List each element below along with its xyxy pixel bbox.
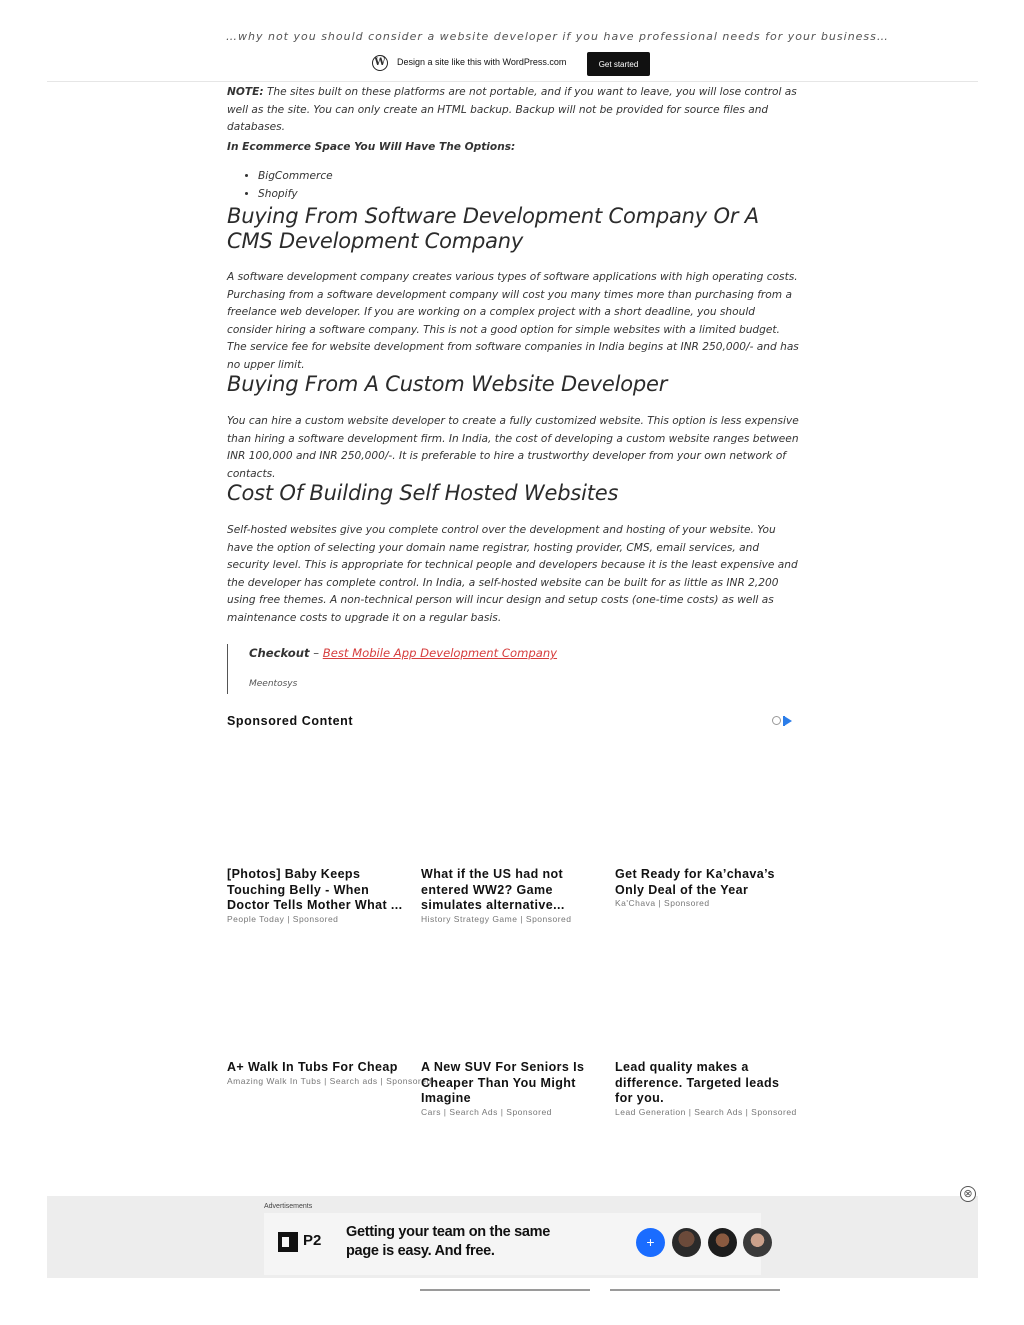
list-item: • BigCommerce bbox=[258, 167, 333, 185]
ecommerce-heading-text: In Ecommerce Space You Will Have The Options: bbox=[227, 141, 516, 153]
section-body-custom-developer bbox=[227, 413, 799, 483]
section-heading-self-hosted: Cost Of Building Self Hosted Websites bbox=[227, 481, 619, 505]
card-source: Cars | Search Ads | Sponsored bbox=[421, 1106, 552, 1117]
ecommerce-options-list bbox=[240, 167, 333, 203]
quote-cite: Meentosys bbox=[249, 679, 298, 689]
sponsored-card[interactable] bbox=[421, 867, 604, 924]
advertisements-label: Advertisements bbox=[264, 1203, 313, 1210]
card-source: Ka'Chava | Sponsored bbox=[615, 898, 710, 908]
ecommerce-heading bbox=[227, 135, 799, 154]
best-mobile-app-link[interactable]: Best Mobile App Development Company bbox=[322, 646, 558, 660]
card-title[interactable]: Lead quality makes a difference. Targeted leads for you. bbox=[615, 1060, 780, 1105]
section-body-text: You can hire a custom website developer to create a fully customized website. This option is less expensive than hiring a software development firm. In India, the cost of developing a custom website ranges between INR 100,000 and INR 250,000/-. It is preferable to hire a trustworthy developer from your own network of contacts. bbox=[227, 415, 799, 480]
clipped-text-line: …why not you should consider a website developer if you have professional needs for your business… bbox=[226, 30, 889, 43]
card-title[interactable]: A+ Walk In Tubs For Cheap bbox=[227, 1060, 398, 1074]
section-body-self-hosted bbox=[227, 522, 799, 628]
section-body-software-company bbox=[227, 269, 799, 375]
card-title[interactable]: [Photos] Baby Keeps Touching Belly - When Doctor Tells Mother What ... bbox=[227, 867, 403, 912]
sponsored-card[interactable] bbox=[227, 1060, 432, 1086]
section-body-text: Self-hosted websites give you complete control over the development and hosting of your website. You have the option of selecting your domain name registrar, hosting provider, CMS, email services, and security level. This is appropriate for technical people and developers because it is the least expensive and the developer has complete control. In India, a self-hosted website can be built for as little as INR 2,200 using free themes. A non-technical person will incur design and setup costs (one-time costs) as well as maintenance costs to upgrade it on a regular basis. bbox=[227, 524, 798, 624]
card-title[interactable]: What if the US had not entered WW2? Game simulates alternative... bbox=[421, 867, 565, 912]
wordpress-banner-text[interactable]: Design a site like this with WordPress.com bbox=[397, 57, 567, 67]
card-title[interactable]: Get Ready for Ka’chava’s Only Deal of the Year bbox=[615, 867, 775, 897]
sponsored-card[interactable] bbox=[615, 867, 798, 908]
clipped-card-titles bbox=[420, 1276, 800, 1280]
avatar bbox=[708, 1228, 737, 1257]
card-title[interactable]: A New SUV For Seniors Is Cheaper Than You Might Imagine bbox=[421, 1060, 585, 1105]
card-source: Lead Generation | Search Ads | Sponsored bbox=[615, 1106, 797, 1117]
p2-advertisement[interactable] bbox=[264, 1213, 761, 1275]
list-item: • Shopify bbox=[258, 185, 333, 203]
card-source: People Today | Sponsored bbox=[227, 913, 339, 924]
plus-icon[interactable]: + bbox=[636, 1228, 665, 1257]
checkout-label: Checkout bbox=[249, 646, 310, 660]
wordpress-logo-icon[interactable]: W bbox=[372, 55, 388, 71]
ad-copy: Getting your team on the same page is easy. And free. bbox=[346, 1224, 551, 1259]
checkout-line bbox=[249, 646, 557, 660]
card-source: History Strategy Game | Sponsored bbox=[421, 913, 572, 924]
section-body-text: A software development company creates various types of software applications with high operating costs. Purchasing from a software development company will cost you many times more than purchasing from a freelance web developer. If you are working on a complex project with a short deadline, you should consider hiring a software company. This is not a good option for simple websites with a limited budget. The service fee for website development from software companies in India begins at INR 250,000/- and has no upper limit. bbox=[227, 271, 799, 371]
section-heading-custom-developer: Buying From A Custom Website Developer bbox=[227, 372, 668, 396]
note-paragraph bbox=[227, 84, 799, 137]
p2-brand: P2 bbox=[303, 1232, 322, 1249]
note-label: NOTE: bbox=[227, 86, 264, 98]
card-source: Amazing Walk In Tubs | Search ads | Sponsored bbox=[227, 1075, 432, 1086]
avatar bbox=[672, 1228, 701, 1257]
sponsored-card[interactable] bbox=[615, 1060, 798, 1117]
checkout-dash: – bbox=[309, 646, 323, 660]
sponsored-card[interactable] bbox=[227, 867, 410, 924]
adchoices-icon[interactable] bbox=[772, 715, 798, 727]
checkout-blockquote bbox=[227, 644, 798, 694]
p2-logo-icon bbox=[278, 1232, 298, 1252]
sponsored-content-heading: Sponsored Content bbox=[227, 714, 354, 728]
note-text: The sites built on these platforms are not portable, and if you want to leave, you will lose control as well as the site. You can only create an HTML backup. Backup will not be provided for source files and databases. bbox=[227, 86, 797, 134]
section-heading-software-company: Buying From Software Development Company Or A CMS Development Company bbox=[227, 204, 759, 253]
close-icon[interactable]: ⊗ bbox=[960, 1186, 976, 1202]
avatar bbox=[743, 1228, 772, 1257]
get-started-button[interactable]: Get started bbox=[587, 52, 650, 76]
sponsored-card[interactable] bbox=[421, 1060, 604, 1117]
